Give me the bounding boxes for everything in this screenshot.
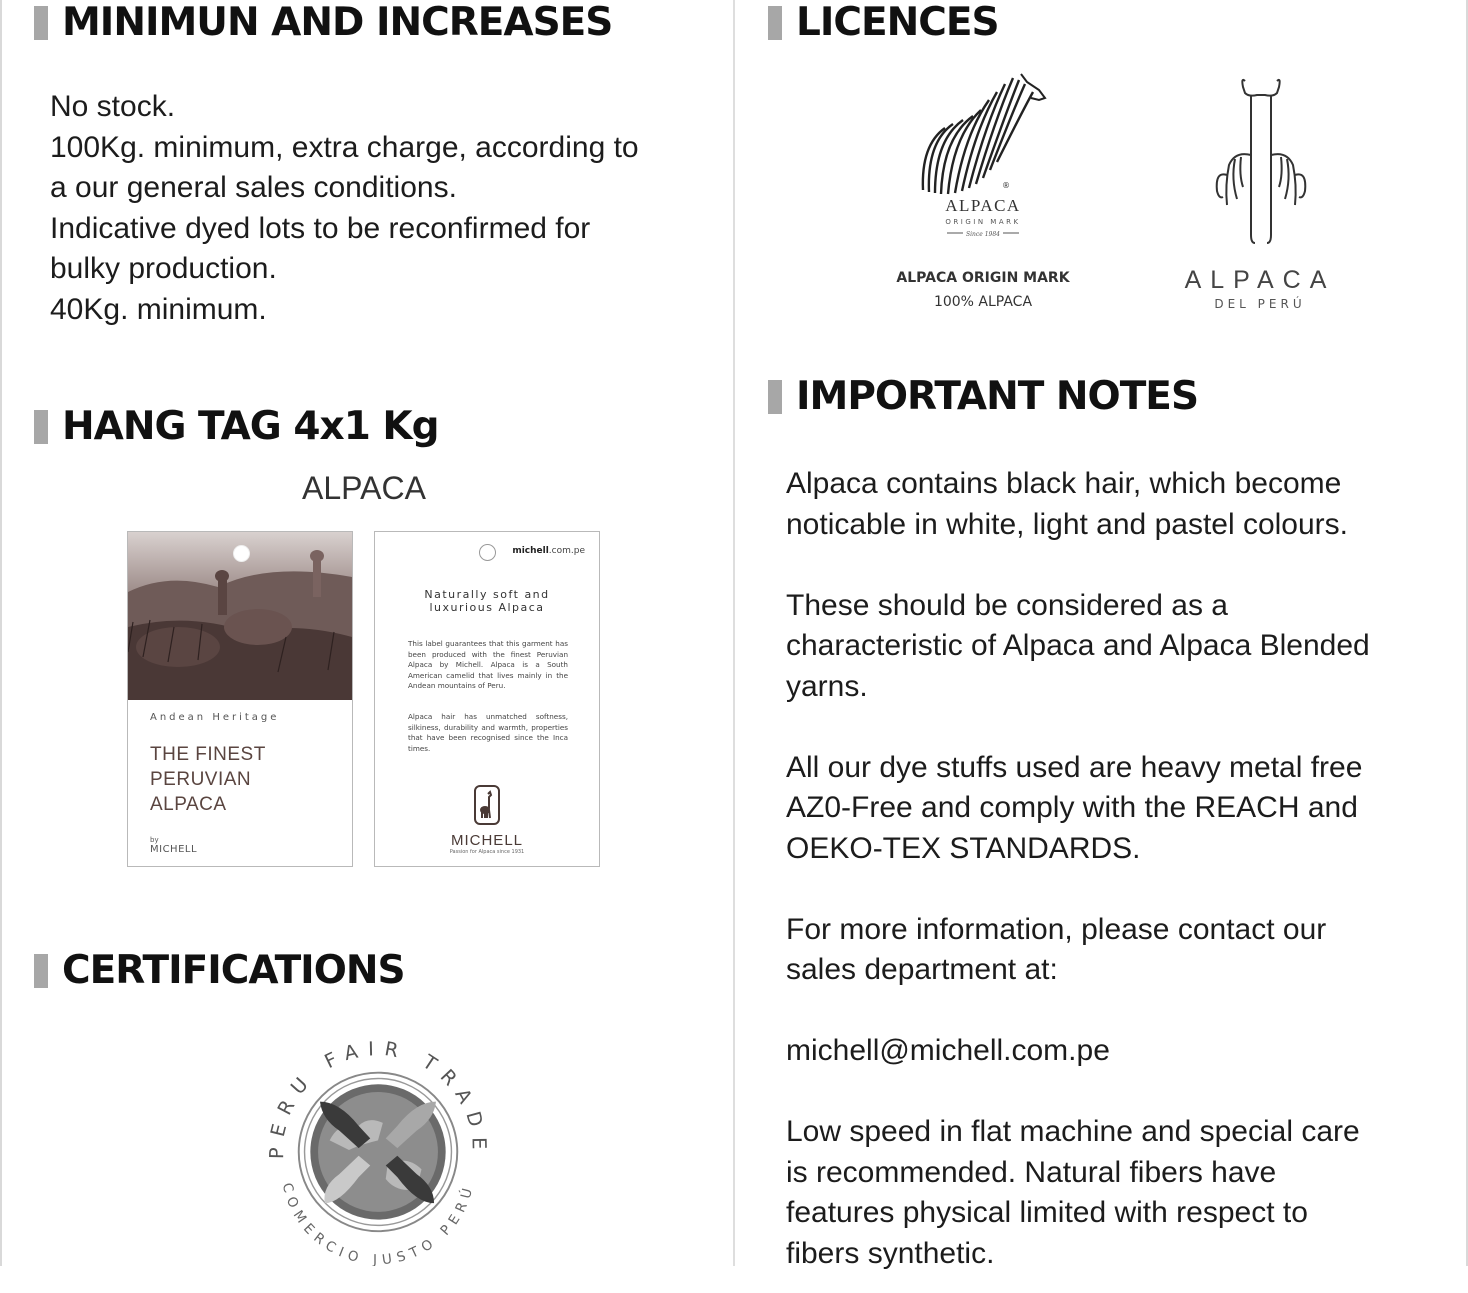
svg-text:®: ® <box>1002 181 1010 190</box>
title-line: PERUVIAN <box>150 769 252 790</box>
michell-brand: MICHELL <box>450 832 524 849</box>
alpaca-origin-mark-logo <box>915 70 1050 240</box>
text-line: Alpaca contains black hair, which become <box>786 467 1342 500</box>
text-line: noticable in white, light and pastel colours. <box>786 507 1349 541</box>
properties-text: Alpaca hair has unmatched softness, silkiness, durability and warmth, properties that have been recognised since the Inca times. <box>408 712 568 753</box>
website-label: michell.com.pe <box>512 546 585 556</box>
text-line: These should be considered as a <box>786 588 1228 622</box>
hang-tag-back <box>374 531 600 867</box>
heading-text: LICENCES <box>796 0 999 45</box>
text-line <box>786 1072 1370 1113</box>
text-line: yarns. <box>786 669 868 703</box>
section-heading-important-notes <box>768 374 1198 419</box>
text-line: sales department at: <box>786 953 1058 986</box>
origin-mark-caption: ALPACA ORIGIN MARK <box>896 270 1070 286</box>
text-line: 100Kg. minimum, extra charge, according to <box>50 130 639 164</box>
text-line: fibers synthetic. <box>786 1236 995 1270</box>
section-heading-hang-tag <box>34 404 439 449</box>
section-heading-minimum <box>34 0 612 45</box>
seal-top-text: PERU FAIR TRADE <box>265 1037 491 1160</box>
headline-line: luxurious Alpaca <box>429 601 545 614</box>
alpaca-photo <box>128 532 352 700</box>
heading-marker <box>34 954 48 988</box>
heading-text: MINIMUN AND INCREASES <box>62 0 613 45</box>
tag-hole <box>233 545 250 562</box>
heritage-label: Andean Heritage <box>150 712 280 723</box>
heading-marker <box>34 6 48 40</box>
text-line: No stock. <box>50 90 176 123</box>
text-line: For more information, please contact our <box>786 912 1327 946</box>
brand-label: MICHELL <box>150 844 198 855</box>
origin-mark-word: ALPACA <box>945 196 1021 215</box>
section-heading-certifications <box>34 948 405 993</box>
text-line: OEKO-TEX STANDARDS. <box>786 831 1141 865</box>
alpaca-del-peru-logo <box>1205 75 1317 247</box>
del-peru-title: ALPACA <box>1184 266 1336 294</box>
guarantee-text: This label guarantees that this garment has been produced with the finest Peruvian Alpaca by Michell. Alpaca is a South American camelid that lives mainly in the Andean mountains of Peru. <box>408 639 568 690</box>
text-line: Low speed in flat machine and special care <box>786 1115 1360 1148</box>
hang-tag-subtitle: ALPACA <box>302 470 426 506</box>
heading-marker <box>768 6 782 40</box>
text-line: characteristic of Alpaca and Alpaca Blended <box>786 629 1370 662</box>
text-line <box>786 869 1370 910</box>
seal-bottom-text: COMERCIO JUSTO PERÚ <box>278 1181 478 1266</box>
text-line: Indicative dyed lots to be reconfirmed for <box>50 211 591 245</box>
origin-mark-subcaption: 100% ALPACA <box>933 294 1033 310</box>
tag-front-title <box>150 742 266 817</box>
heading-marker <box>768 380 782 414</box>
michell-logo <box>375 784 599 855</box>
page-left-border <box>0 0 2 1266</box>
text-line: bulky production. <box>50 252 277 285</box>
title-line: ALPACA <box>150 794 227 815</box>
fair-trade-seal <box>258 1034 498 1266</box>
heading-text: IMPORTANT NOTES <box>796 374 1199 419</box>
tag-back-headline <box>375 588 599 614</box>
tag-hole <box>479 544 496 561</box>
by-label: by <box>150 836 159 844</box>
hang-tag-front <box>127 531 353 867</box>
alpaca-stripes-icon <box>923 78 1033 194</box>
title-line: THE FINEST <box>150 744 266 765</box>
section-heading-licences <box>768 0 999 45</box>
text-line <box>786 545 1370 586</box>
headline-line: Naturally soft and <box>424 588 550 601</box>
minimum-text <box>50 87 639 330</box>
text-line <box>786 707 1370 748</box>
alpaca-emblem-icon <box>473 784 501 826</box>
column-divider <box>733 0 735 1266</box>
text-line: All our dye stuffs used are heavy metal free <box>786 750 1363 784</box>
text-line: features physical limited with respect to <box>786 1196 1308 1229</box>
heading-marker <box>34 410 48 444</box>
text-line: 40Kg. minimum. <box>50 292 267 326</box>
michell-slogan: Passion for Alpaca since 1931 <box>449 849 525 855</box>
heading-text: HANG TAG 4x1 Kg <box>62 404 439 449</box>
contact-email[interactable]: michell@michell.com.pe <box>786 1034 1110 1067</box>
text-line: a our general sales conditions. <box>50 171 457 204</box>
text-line <box>786 991 1370 1032</box>
notes-text <box>786 464 1370 1274</box>
del-peru-subtitle: DEL PERÚ <box>1214 297 1306 311</box>
alpaca-outline-icon <box>1217 80 1306 243</box>
origin-mark-sub: ORIGIN MARK <box>945 218 1021 226</box>
text-line: is recommended. Natural fibers have <box>786 1155 1277 1189</box>
origin-mark-since: Since 1984 <box>966 231 1000 238</box>
heading-text: CERTIFICATIONS <box>62 948 405 993</box>
text-line: AZ0-Free and comply with the REACH and <box>786 791 1358 824</box>
